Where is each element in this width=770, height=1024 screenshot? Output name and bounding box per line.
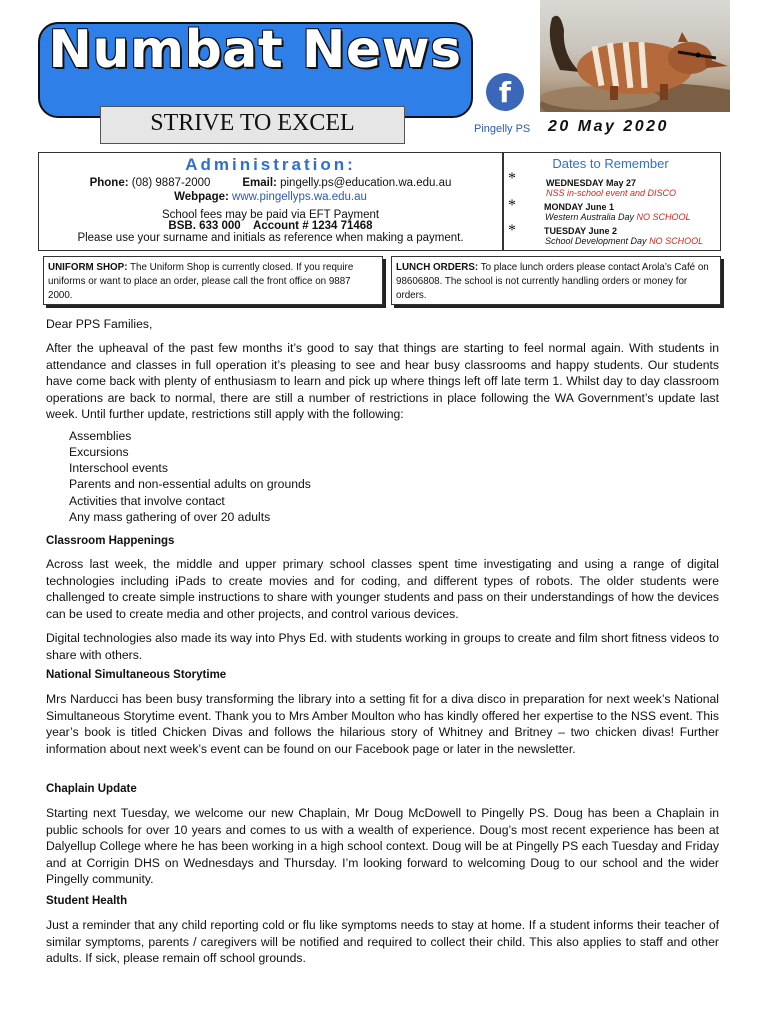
phone-label: Phone:	[89, 177, 129, 189]
fees-line: School fees may be paid via EFT Payment	[161, 209, 380, 221]
numbat-photo	[540, 0, 730, 112]
date-item-head: TUESDAY June 2	[544, 226, 618, 236]
health-paragraph: Just a reminder that any child reporting cold or flu like symptoms needs to stay at home. If a student informs their teacher of similar symptoms, parents / caregivers will be notified and required to collect their child. This also applies to staff and other adults. If sick, please remain off school grounds.	[46, 918, 719, 965]
bullet-star: *	[508, 170, 516, 187]
list-item: Any mass gathering of over 20 adults	[69, 510, 271, 524]
facebook-icon[interactable]: f	[486, 73, 524, 111]
section-heading-storytime: National Simultaneous Storytime	[46, 669, 227, 681]
issue-date: 20 May 2020	[548, 118, 669, 135]
section-heading-classroom: Classroom Happenings	[46, 535, 175, 547]
lunch-orders-text: To place lunch orders please contact Arola’s Café on 98606808. The school is not currently handling orders or money for orders.	[396, 262, 709, 301]
uniform-shop-text: The Uniform Shop is currently closed. If you require uniforms or want to place an order, please call the front office on 9887 2000.	[48, 262, 354, 301]
phone-number: (08) 9887-2000	[131, 177, 211, 189]
list-item: Activities that involve contact	[69, 494, 225, 508]
date-item-sub: NSS in-school event and DISCO	[546, 188, 677, 198]
administration-heading: Administration:	[185, 155, 356, 174]
uniform-shop-notice	[48, 261, 370, 303]
list-item: Parents and non-essential adults on grounds	[69, 477, 311, 491]
numbat-illustration	[540, 0, 730, 112]
newsletter-title: Numbat News	[48, 20, 462, 80]
section-heading-chaplain: Chaplain Update	[46, 783, 137, 795]
school-motto: STRIVE TO EXCEL	[150, 110, 355, 136]
classroom-paragraph: Across last week, the middle and upper primary school classes spent time investigating and using a range of digital technologies including iPads to create movies and for coding, and different types of robots. The older students were challenged to create simple instructions to share with younger students and pass on their understandings of how the devices can be used to create media and other projects, and control various devices.	[46, 557, 719, 621]
section-heading-health: Student Health	[46, 895, 128, 907]
storytime-paragraph: Mrs Narducci has been busy transforming the library into a setting fit for a diva disco in preparation for next week’s National Simultaneous Storytime event. Thank you to Mrs Amber Moulton who has kindly offered her expertise to the NSS event. This year’s book is titled Chicken Divas and follows the hilarious story of Whitney and Britney – two chicken divas! Further information about next week’s event can be found on our Facebook page or later in the newsletter.	[46, 692, 719, 756]
reference-line: Please use your surname and initials as reference when making a payment.	[77, 232, 464, 244]
list-item: Assemblies	[69, 429, 132, 443]
date-item-sub-text: Western Australia Day	[545, 212, 637, 222]
list-item: Interschool events	[69, 461, 168, 475]
greeting: Dear PPS Families,	[46, 317, 153, 331]
chaplain-paragraph: Starting next Tuesday, we welcome our new Chaplain, Mr Doug McDowell to Pingelly PS. Doug has been a Chaplain in public schools for over 10 years and comes to us with a wealth of experience. Doug’s most recent experience has been at Dalyellup College where he has been working in a high school context. Doug will be at Pingelly PS each Tuesday and Friday and at Corrigin DHS on Wednesdays and Thursday. I’m looking forward to welcoming Doug to our school and the wider Pingelly community.	[46, 806, 719, 886]
email-label: Email:	[242, 177, 277, 189]
date-item-head: MONDAY June 1	[544, 202, 615, 212]
dates-heading: Dates to Remember	[552, 156, 669, 171]
webpage-link[interactable]: www.pingellyps.wa.edu.au	[232, 191, 367, 203]
list-item: Excursions	[69, 445, 129, 459]
email-address[interactable]: pingelly.ps@education.wa.edu.au	[280, 177, 452, 189]
intro-paragraph: After the upheaval of the past few months it’s good to say that things are starting to feel normal again. With students in attendance and classes in full operation it’s pleasing to see and hear busy classrooms and happy students. Our students have come back with plenty of enthusiasm to learn and pick up where things left off late term 1. Whilst day to day classroom operations are back to normal, there are still a number of restrictions in place following the WA Government’s update last week. Until further update, restrictions still apply with the following:	[46, 341, 719, 421]
date-item-sub-text: School Development Day	[545, 236, 650, 246]
facebook-page-label[interactable]: Pingelly PS	[474, 123, 531, 135]
uniform-shop-label: UNIFORM SHOP:	[48, 262, 128, 273]
date-item-head: WEDNESDAY May 27	[546, 178, 637, 188]
webpage-line	[38, 191, 503, 203]
lunch-orders-notice	[396, 261, 716, 303]
no-school-flag: NO SCHOOL	[636, 212, 691, 222]
no-school-flag: NO SCHOOL	[649, 236, 704, 246]
contact-line	[38, 177, 503, 189]
bullet-star: *	[508, 197, 516, 214]
date-item-sub	[545, 212, 691, 222]
digital-tech-paragraph: Digital technologies also made its way into Phys Ed. with students working in groups to create and film short fitness videos to share with others.	[46, 631, 719, 662]
date-item-sub	[545, 236, 703, 246]
bank-details: BSB. 633 000 Account # 1234 71468	[168, 220, 373, 232]
lunch-orders-label: LUNCH ORDERS:	[396, 262, 479, 273]
webpage-label: Webpage:	[174, 191, 229, 203]
bullet-star: *	[508, 222, 516, 239]
